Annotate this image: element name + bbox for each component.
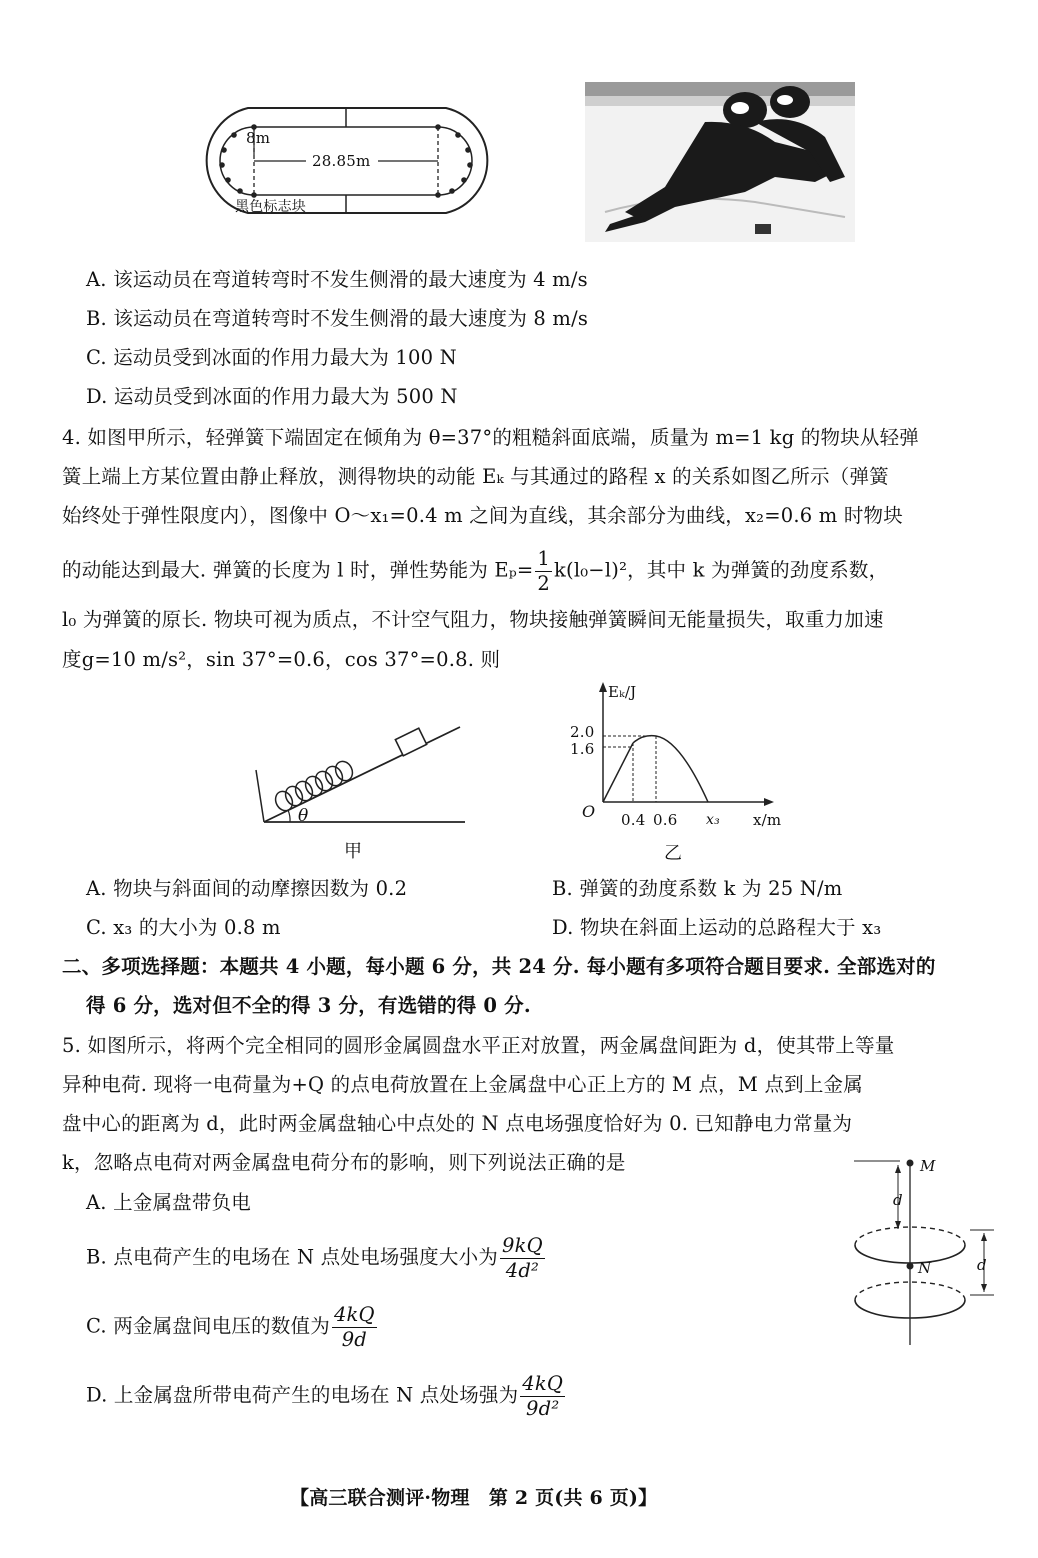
fraction-numerator: 4kQ [522,1372,564,1395]
q5-option-d-text: D. 上金属盘所带电荷产生的电场在 N 点处场强为 [86,1383,519,1407]
q4-option-c: C. x₃ 的大小为 0.8 m [86,916,281,939]
q5-stem-line2: 异种电荷. 现将一电荷量为+Q 的点电荷放置在上金属盘中心正上方的 M 点，M 点到上金属 [62,1073,863,1096]
disc-point-m-label: M [920,1157,936,1175]
page-footer: 【高三联合测评·物理 第 2 页(共 6 页)】 [290,1487,658,1509]
figure-yi-caption: 乙 [664,843,683,864]
fraction-numerator: 4kQ [333,1303,375,1326]
section2-heading-line1: 二、多项选择题：本题共 4 小题，每小题 6 分，共 24 分. 每小题有多项符合题目要求. 全部选对的 [62,955,936,978]
q5-option-b-text: B. 点电荷产生的电场在 N 点处电场强度大小为 [86,1245,498,1269]
graph-y-tick-2.0: 2.0 [570,723,595,741]
q5-stem-line4: k，忽略点电荷对两金属盘电荷分布的影响，则下列说法正确的是 [62,1151,626,1174]
graph-x-tick-x3: x₃ [706,812,720,828]
graph-y-tick-1.6: 1.6 [570,740,595,758]
graph-y-axis-label: Eₖ/J [608,683,637,701]
q4-stem-line4 [62,549,888,593]
q4-half-fraction [535,549,552,593]
incline-theta-label: θ [298,806,309,826]
q5-option-b [86,1236,547,1280]
q3-option-b: B. 该运动员在弯道转弯时不发生侧滑的最大速度为 8 m/s [86,307,589,330]
q4-option-d: D. 物块在斜面上运动的总路程大于 x₃ [552,916,882,939]
graph-origin-label: O [582,802,596,821]
q5-option-c-fraction [332,1305,377,1349]
disc-distance-d-right: d [977,1256,987,1274]
q5-stem-line3: 盘中心的距离为 d，此时两金属盘轴心中点处的 N 点电场强度恰好为 0. 已知静电力常量为 [62,1112,853,1135]
q4-line4-part-a: 的动能达到最大. 弹簧的长度为 l 时，弹性势能为 Eₚ= [62,558,534,582]
fraction-denominator: 9d [341,1327,367,1351]
q4-stem-line3: 始终处于弹性限度内），图像中 O～x₁=0.4 m 之间为直线，其余部分为曲线，x₂=0.6 m 时物块 [62,504,903,527]
q5-option-c [86,1305,379,1349]
track-label: 黑色标志块 [235,199,306,215]
graph-x-tick-0.4: 0.4 [621,811,646,829]
q5-option-a: A. 上金属盘带负电 [86,1191,251,1214]
q3-option-a: A. 该运动员在弯道转弯时不发生侧滑的最大速度为 4 m/s [86,268,588,291]
q4-stem-line6: 度g=10 m/s²，sin 37°=0.6，cos 37°=0.8. 则 [62,648,501,671]
q4-option-a: A. 物块与斜面间的动摩擦因数为 0.2 [86,877,408,900]
q5-option-d [86,1374,567,1418]
q3-option-c: C. 运动员受到冰面的作用力最大为 100 N [86,346,457,369]
figure-jia-caption: 甲 [344,841,363,862]
track-dim-8m: 8m [246,129,271,147]
q3-option-d: D. 运动员受到冰面的作用力最大为 500 N [86,385,458,408]
disc-distance-d-upper: d [893,1191,903,1209]
fraction-denominator: 4d² [505,1258,540,1282]
q4-stem-line5: l₀ 为弹簧的原长. 物块可视为质点，不计空气阻力，物块接触弹簧瞬间无能量损失，取重力加速 [62,608,884,631]
q5-option-b-fraction [500,1236,545,1280]
skater-photo [585,82,855,242]
q4-stem-line2: 簧上端上方某位置由静止释放，测得物块的动能 Eₖ 与其通过的路程 x 的关系如图乙所示（弹簧 [62,465,889,488]
fraction-numerator: 1 [537,547,551,570]
q4-line4-part-b: k(l₀−l)²，其中 k 为弹簧的劲度系数， [554,558,889,582]
fraction-numerator: 9kQ [502,1234,543,1257]
section2-heading-line2: 得 6 分，选对但不全的得 3 分，有选错的得 0 分. [86,994,531,1017]
graph-x-axis-label: x/m [753,811,782,829]
disc-point-n-label: N [918,1259,932,1277]
graph-x-tick-0.6: 0.6 [653,811,678,829]
fraction-denominator: 2 [537,571,551,595]
q4-option-b: B. 弹簧的劲度系数 k 为 25 N/m [552,877,843,900]
q5-option-c-text: C. 两金属盘间电压的数值为 [86,1314,330,1338]
q5-stem-line1: 5. 如图所示，将两个完全相同的圆形金属圆盘水平正对放置，两金属盘间距为 d，使其带上等量 [62,1034,895,1057]
fraction-denominator: 9d² [526,1396,560,1420]
q5-option-d-fraction [520,1374,565,1418]
q4-stem-line1: 4. 如图甲所示，轻弹簧下端固定在倾角为 θ=37°的粗糙斜面底端，质量为 m=1 kg 的物块从轻弹 [62,426,919,449]
track-dim-length: 28.85m [312,152,371,170]
incline-spring-diagram [250,725,470,830]
